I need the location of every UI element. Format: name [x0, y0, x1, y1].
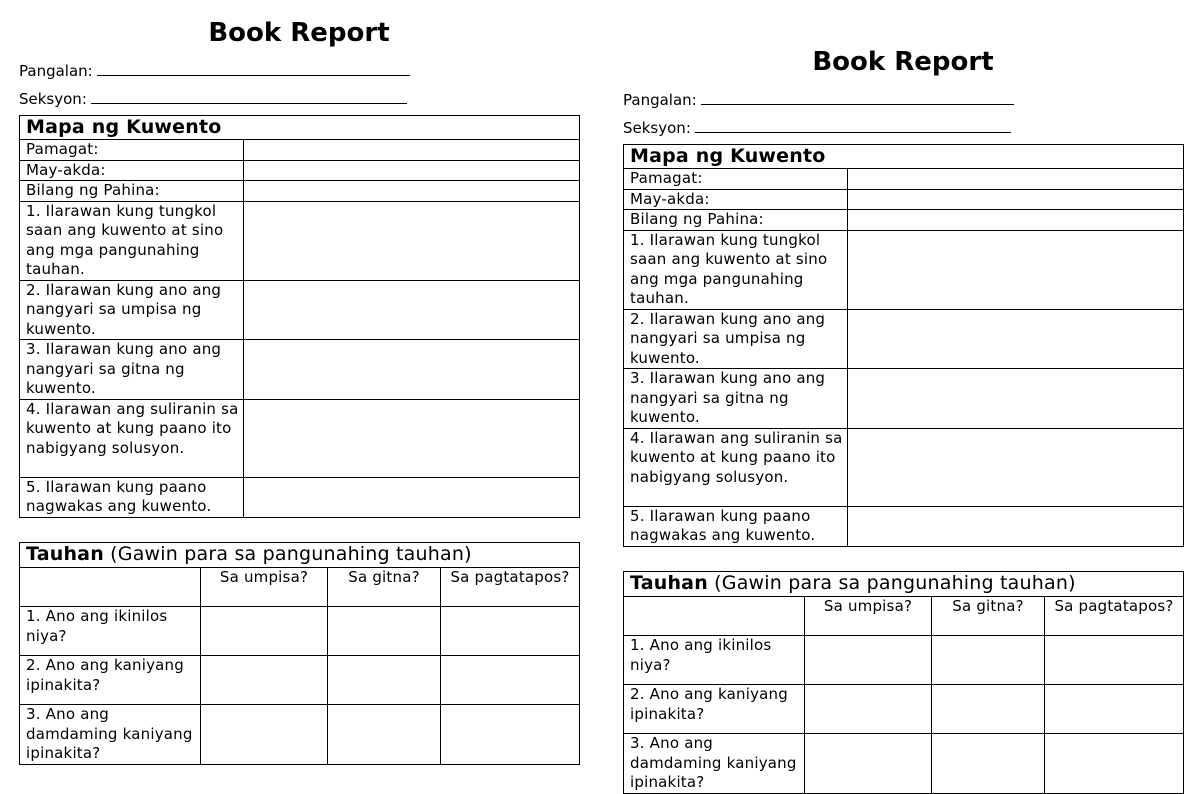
story-row-label: 2. Ilarawan kung ano ang nangyari sa umpisa ng kuwento. — [624, 309, 848, 369]
story-answer-cell[interactable] — [244, 340, 580, 400]
characters-heading: Tauhan (Gawin para sa pangunahing tauhan) — [624, 572, 1184, 597]
name-blank-line[interactable] — [97, 61, 410, 76]
story-row-label: 2. Ilarawan kung ano ang nangyari sa umpisa ng kuwento. — [20, 280, 244, 340]
question-label: 2. Ano ang kaniyang ipinakita? — [20, 656, 201, 705]
answer-cell[interactable] — [201, 656, 328, 705]
story-answer-cell[interactable] — [848, 369, 1184, 429]
page-title: Book Report — [812, 47, 994, 77]
name-field — [623, 90, 1014, 109]
story-row-label: Pamagat: — [20, 140, 244, 161]
answer-cell[interactable] — [201, 705, 328, 765]
characters-table — [19, 542, 580, 765]
column-header: Sa pagtatapos? — [1045, 597, 1184, 636]
story-row-label: 3. Ilarawan kung ano ang nangyari sa gitna ng kuwento. — [624, 369, 848, 429]
story-row-label: 5. Ilarawan kung paano nagwakas ang kuwento. — [20, 477, 244, 517]
story-map-heading: Mapa ng Kuwento — [20, 116, 580, 140]
story-answer-cell[interactable] — [848, 428, 1184, 506]
story-row-label: Bilang ng Pahina: — [20, 181, 244, 202]
column-header: Sa umpisa? — [805, 597, 932, 636]
story-answer-cell[interactable] — [848, 189, 1184, 210]
story-row-label: 5. Ilarawan kung paano nagwakas ang kuwento. — [624, 506, 848, 546]
answer-cell[interactable] — [932, 734, 1045, 794]
story-row-label: Bilang ng Pahina: — [624, 210, 848, 231]
section-field — [19, 89, 407, 108]
story-row-label: 3. Ilarawan kung ano ang nangyari sa gitna ng kuwento. — [20, 340, 244, 400]
characters-table-clip — [623, 571, 1183, 791]
page-title: Book Report — [208, 18, 390, 48]
answer-cell[interactable] — [1045, 685, 1184, 734]
section-label: Seksyon: — [19, 90, 87, 108]
section-blank-line[interactable] — [91, 89, 407, 104]
question-label: 2. Ano ang kaniyang ipinakita? — [624, 685, 805, 734]
section-blank-line[interactable] — [695, 118, 1011, 133]
answer-cell[interactable] — [441, 656, 580, 705]
name-label: Pangalan: — [623, 91, 697, 109]
question-label: 3. Ano ang damdaming kaniyang ipinakita? — [20, 705, 201, 765]
answer-cell[interactable] — [805, 734, 932, 794]
story-answer-cell[interactable] — [244, 280, 580, 340]
characters-heading: Tauhan (Gawin para sa pangunahing tauhan) — [20, 543, 580, 568]
answer-cell[interactable] — [805, 685, 932, 734]
answer-cell[interactable] — [328, 656, 441, 705]
column-header: Sa gitna? — [328, 568, 441, 607]
section-field — [623, 118, 1011, 137]
answer-cell[interactable] — [932, 685, 1045, 734]
answer-cell[interactable] — [805, 636, 932, 685]
story-row-label: May-akda: — [20, 160, 244, 181]
story-map-table — [623, 144, 1184, 547]
column-header: Sa umpisa? — [201, 568, 328, 607]
characters-corner-cell — [20, 568, 201, 607]
story-answer-cell[interactable] — [244, 160, 580, 181]
story-row-label: May-akda: — [624, 189, 848, 210]
story-row-label: 1. Ilarawan kung tungkol saan ang kuwento at sino ang mga pangunahing tauhan. — [20, 201, 244, 280]
story-answer-cell[interactable] — [848, 230, 1184, 309]
answer-cell[interactable] — [441, 607, 580, 656]
story-answer-cell[interactable] — [848, 309, 1184, 369]
characters-corner-cell — [624, 597, 805, 636]
story-answer-cell[interactable] — [848, 506, 1184, 546]
story-map-table — [19, 115, 580, 518]
answer-cell[interactable] — [1045, 636, 1184, 685]
answer-cell[interactable] — [1045, 734, 1184, 794]
story-answer-cell[interactable] — [848, 210, 1184, 231]
answer-cell[interactable] — [328, 607, 441, 656]
characters-table — [623, 571, 1184, 794]
story-answer-cell[interactable] — [244, 477, 580, 517]
story-answer-cell[interactable] — [244, 181, 580, 202]
story-row-label: 4. Ilarawan ang suliranin sa kuwento at kung paano ito nabigyang solusyon. — [20, 399, 244, 477]
answer-cell[interactable] — [441, 705, 580, 765]
story-row-label: 4. Ilarawan ang suliranin sa kuwento at kung paano ito nabigyang solusyon. — [624, 428, 848, 506]
column-header: Sa gitna? — [932, 597, 1045, 636]
name-blank-line[interactable] — [701, 90, 1014, 105]
answer-cell[interactable] — [932, 636, 1045, 685]
story-row-label: Pamagat: — [624, 169, 848, 190]
story-answer-cell[interactable] — [244, 140, 580, 161]
story-answer-cell[interactable] — [848, 169, 1184, 190]
story-map-heading: Mapa ng Kuwento — [624, 145, 1184, 169]
section-label: Seksyon: — [623, 119, 691, 137]
answer-cell[interactable] — [328, 705, 441, 765]
name-field — [19, 61, 410, 80]
question-label: 1. Ano ang ikinilos niya? — [20, 607, 201, 656]
story-answer-cell[interactable] — [244, 201, 580, 280]
story-row-label: 1. Ilarawan kung tungkol saan ang kuwento at sino ang mga pangunahing tauhan. — [624, 230, 848, 309]
question-label: 1. Ano ang ikinilos niya? — [624, 636, 805, 685]
question-label: 3. Ano ang damdaming kaniyang ipinakita? — [624, 734, 805, 794]
story-answer-cell[interactable] — [244, 399, 580, 477]
answer-cell[interactable] — [201, 607, 328, 656]
name-label: Pangalan: — [19, 62, 93, 80]
column-header: Sa pagtatapos? — [441, 568, 580, 607]
